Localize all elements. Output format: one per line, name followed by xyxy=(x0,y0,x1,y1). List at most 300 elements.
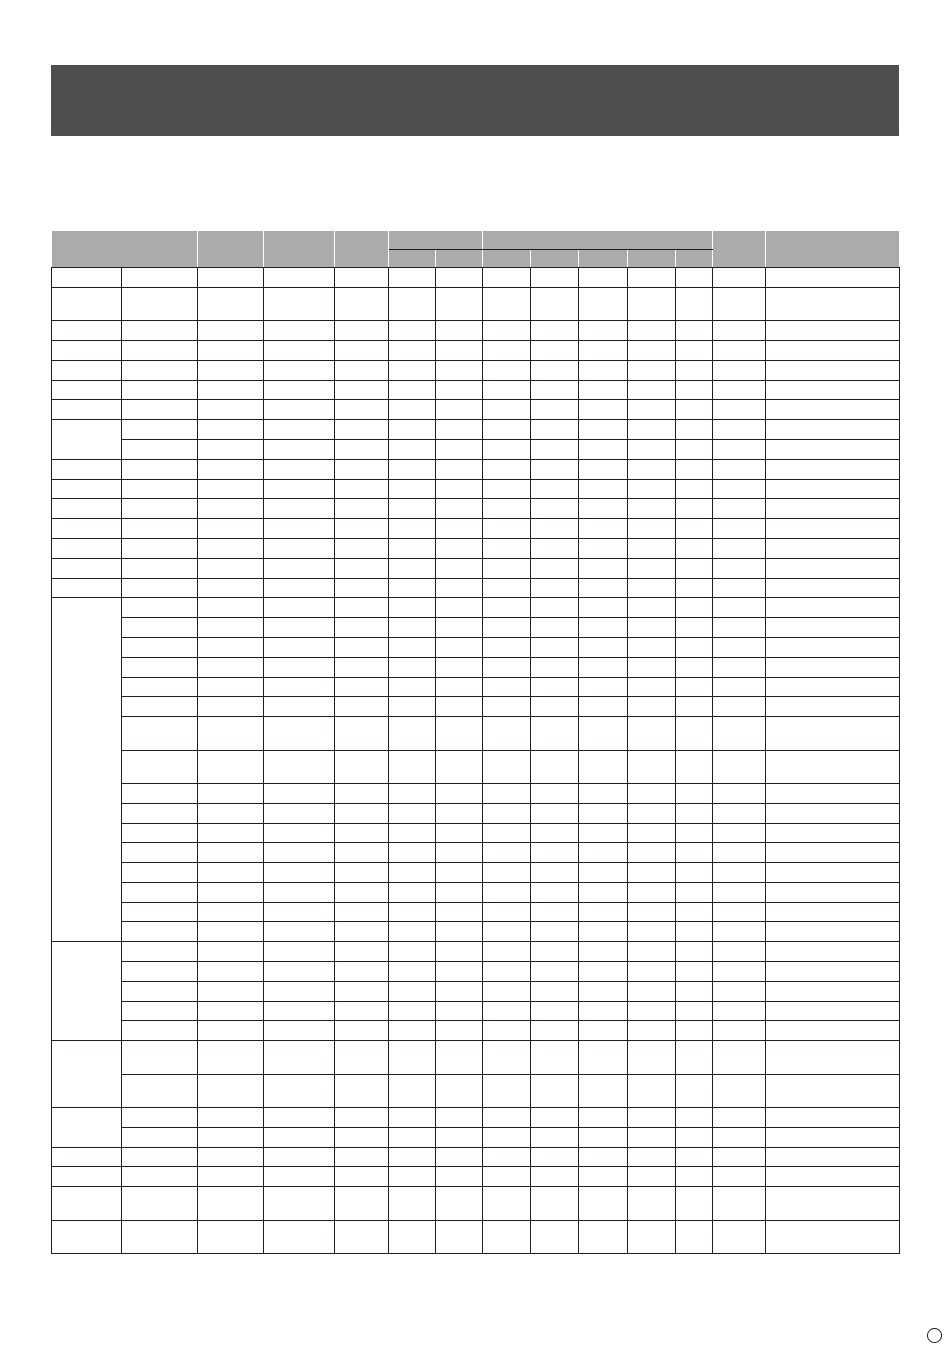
table-cell xyxy=(264,1041,335,1074)
table-row xyxy=(52,1187,900,1220)
table-cell xyxy=(531,942,579,962)
row-group-cell xyxy=(52,479,122,499)
table-cell xyxy=(389,479,436,499)
table-cell xyxy=(389,558,436,578)
table-cell xyxy=(335,823,389,843)
table-cell xyxy=(579,598,628,618)
table-cell xyxy=(766,459,900,479)
table-cell xyxy=(389,1021,436,1041)
table-cell xyxy=(676,380,713,400)
table-row xyxy=(52,1074,900,1107)
table-cell xyxy=(122,1108,198,1128)
table-cell xyxy=(579,1001,628,1021)
row-group-cell xyxy=(52,1108,122,1148)
table-cell xyxy=(531,882,579,902)
table-cell xyxy=(122,1074,198,1107)
table-cell xyxy=(579,420,628,440)
table-cell xyxy=(335,287,389,320)
table-cell xyxy=(713,321,766,341)
table-cell xyxy=(264,981,335,1001)
table-row xyxy=(52,657,900,677)
table-cell xyxy=(531,420,579,440)
table-cell xyxy=(264,499,335,519)
table-cell xyxy=(335,922,389,942)
table-cell xyxy=(628,697,676,717)
table-cell xyxy=(264,618,335,638)
table-cell xyxy=(628,538,676,558)
table-cell xyxy=(198,340,264,360)
table-cell xyxy=(389,1167,436,1187)
table-cell xyxy=(579,902,628,922)
table-cell xyxy=(389,459,436,479)
table-cell xyxy=(766,922,900,942)
table-cell xyxy=(436,637,483,657)
table-cell xyxy=(628,360,676,380)
table-cell xyxy=(436,657,483,677)
table-cell xyxy=(628,459,676,479)
table-cell xyxy=(122,1127,198,1147)
row-group-cell xyxy=(52,499,122,519)
table-cell xyxy=(389,1187,436,1220)
table-cell xyxy=(264,578,335,598)
table-cell xyxy=(389,863,436,883)
table-cell xyxy=(198,400,264,420)
table-cell xyxy=(198,1001,264,1021)
table-cell xyxy=(483,439,531,459)
table-cell xyxy=(579,538,628,558)
table-cell xyxy=(766,1167,900,1187)
table-cell xyxy=(628,439,676,459)
table-cell xyxy=(713,1220,766,1253)
table-cell xyxy=(713,717,766,750)
table-cell xyxy=(766,637,900,657)
table-cell xyxy=(531,439,579,459)
table-cell xyxy=(122,962,198,982)
table-body xyxy=(52,268,900,1254)
table-cell xyxy=(579,459,628,479)
header-subcell xyxy=(628,250,676,268)
table-cell xyxy=(676,882,713,902)
table-cell xyxy=(483,823,531,843)
table-cell xyxy=(122,922,198,942)
table-row xyxy=(52,902,900,922)
table-cell xyxy=(389,697,436,717)
table-cell xyxy=(628,717,676,750)
header-cell xyxy=(52,231,198,268)
table-cell xyxy=(483,400,531,420)
table-cell xyxy=(676,287,713,320)
table-cell xyxy=(389,340,436,360)
table-cell xyxy=(483,1074,531,1107)
table-cell xyxy=(628,803,676,823)
table-cell xyxy=(531,902,579,922)
table-cell xyxy=(483,803,531,823)
table-cell xyxy=(579,823,628,843)
table-cell xyxy=(436,677,483,697)
table-cell xyxy=(389,803,436,823)
table-cell xyxy=(483,459,531,479)
table-cell xyxy=(335,340,389,360)
table-cell xyxy=(713,618,766,638)
table-row xyxy=(52,360,900,380)
table-cell xyxy=(198,558,264,578)
table-cell xyxy=(483,1021,531,1041)
table-cell xyxy=(766,340,900,360)
table-cell xyxy=(335,1001,389,1021)
table-cell xyxy=(531,400,579,420)
table-cell xyxy=(531,863,579,883)
table-cell xyxy=(579,962,628,982)
table-cell xyxy=(264,420,335,440)
table-cell xyxy=(766,1147,900,1167)
table-cell xyxy=(335,618,389,638)
row-group-cell xyxy=(52,287,122,320)
table-cell xyxy=(436,1001,483,1021)
table-cell xyxy=(198,380,264,400)
table-cell xyxy=(628,750,676,783)
table-cell xyxy=(436,479,483,499)
table-cell xyxy=(579,677,628,697)
table-cell xyxy=(483,618,531,638)
table-cell xyxy=(628,922,676,942)
table-cell xyxy=(579,637,628,657)
table-cell xyxy=(483,499,531,519)
table-cell xyxy=(676,657,713,677)
table-cell xyxy=(389,1127,436,1147)
table-cell xyxy=(264,1220,335,1253)
table-cell xyxy=(766,1041,900,1074)
table-cell xyxy=(483,380,531,400)
table-cell xyxy=(264,400,335,420)
table-cell xyxy=(628,863,676,883)
table-cell xyxy=(436,942,483,962)
table-cell xyxy=(335,1074,389,1107)
table-cell xyxy=(483,420,531,440)
table-cell xyxy=(628,843,676,863)
table-cell xyxy=(483,287,531,320)
table-row xyxy=(52,499,900,519)
table-cell xyxy=(264,637,335,657)
table-cell xyxy=(483,863,531,883)
table-cell xyxy=(766,578,900,598)
table-cell xyxy=(676,1001,713,1021)
table-cell xyxy=(766,783,900,803)
table-cell xyxy=(766,598,900,618)
table-cell xyxy=(436,1021,483,1041)
row-group-cell xyxy=(52,558,122,578)
table-cell xyxy=(579,479,628,499)
table-cell xyxy=(628,519,676,539)
table-cell xyxy=(531,1220,579,1253)
table-cell xyxy=(436,558,483,578)
table-cell xyxy=(579,1041,628,1074)
table-cell xyxy=(766,479,900,499)
table-cell xyxy=(198,697,264,717)
table-cell xyxy=(483,1108,531,1128)
table-cell xyxy=(766,287,900,320)
table-cell xyxy=(766,677,900,697)
table-row xyxy=(52,637,900,657)
table-row xyxy=(52,1147,900,1167)
table-cell xyxy=(198,717,264,750)
table-cell xyxy=(122,823,198,843)
table-cell xyxy=(198,578,264,598)
table-cell xyxy=(676,717,713,750)
table-cell xyxy=(766,380,900,400)
table-cell xyxy=(335,1041,389,1074)
table-cell xyxy=(436,360,483,380)
table-cell xyxy=(335,499,389,519)
table-cell xyxy=(579,783,628,803)
table-cell xyxy=(628,1001,676,1021)
table-cell xyxy=(628,598,676,618)
table-cell xyxy=(483,1147,531,1167)
table-cell xyxy=(713,538,766,558)
table-cell xyxy=(713,1021,766,1041)
table-cell xyxy=(579,1167,628,1187)
table-cell xyxy=(436,519,483,539)
table-cell xyxy=(676,538,713,558)
header-subcell xyxy=(389,250,436,268)
table-cell xyxy=(389,1147,436,1167)
table-cell xyxy=(766,1127,900,1147)
table-cell xyxy=(766,657,900,677)
table-cell xyxy=(766,618,900,638)
row-group-cell xyxy=(52,538,122,558)
table-cell xyxy=(264,558,335,578)
table-cell xyxy=(122,618,198,638)
table-row xyxy=(52,268,900,288)
table-cell xyxy=(713,922,766,942)
table-row xyxy=(52,981,900,1001)
table-cell xyxy=(389,268,436,288)
table-cell xyxy=(531,843,579,863)
table-cell xyxy=(198,598,264,618)
header-cell xyxy=(264,231,335,268)
table-cell xyxy=(766,750,900,783)
table-cell xyxy=(335,717,389,750)
table-cell xyxy=(713,499,766,519)
table-cell xyxy=(483,1041,531,1074)
table-cell xyxy=(264,697,335,717)
table-cell xyxy=(628,677,676,697)
table-cell xyxy=(483,558,531,578)
table-cell xyxy=(676,439,713,459)
table-cell xyxy=(198,942,264,962)
table-row xyxy=(52,479,900,499)
table-cell xyxy=(628,400,676,420)
table-cell xyxy=(483,1187,531,1220)
table-cell xyxy=(122,1220,198,1253)
table-cell xyxy=(713,400,766,420)
row-group-cell xyxy=(52,1220,122,1253)
table-cell xyxy=(676,750,713,783)
header-subcell xyxy=(436,250,483,268)
table-cell xyxy=(122,697,198,717)
table-cell xyxy=(436,321,483,341)
table-cell xyxy=(389,902,436,922)
table-cell xyxy=(122,981,198,1001)
row-group-cell xyxy=(52,598,122,942)
table-row xyxy=(52,823,900,843)
table-cell xyxy=(122,287,198,320)
table-cell xyxy=(122,598,198,618)
table-cell xyxy=(713,439,766,459)
table-cell xyxy=(122,803,198,823)
table-cell xyxy=(676,677,713,697)
table-cell xyxy=(335,400,389,420)
table-cell xyxy=(198,882,264,902)
table-cell xyxy=(198,823,264,843)
table-cell xyxy=(676,578,713,598)
table-cell xyxy=(264,268,335,288)
table-row xyxy=(52,598,900,618)
table-cell xyxy=(531,783,579,803)
table-cell xyxy=(579,321,628,341)
table-cell xyxy=(198,499,264,519)
table-cell xyxy=(766,843,900,863)
table-cell xyxy=(389,360,436,380)
table-cell xyxy=(335,538,389,558)
table-cell xyxy=(766,420,900,440)
table-cell xyxy=(628,1167,676,1187)
table-cell xyxy=(335,519,389,539)
table-cell xyxy=(483,321,531,341)
table-cell xyxy=(198,863,264,883)
table-cell xyxy=(531,677,579,697)
table-cell xyxy=(122,657,198,677)
table-cell xyxy=(713,750,766,783)
table-cell xyxy=(483,750,531,783)
table-cell xyxy=(335,1127,389,1147)
table-cell xyxy=(766,942,900,962)
row-group-cell xyxy=(52,1147,122,1167)
table-cell xyxy=(483,677,531,697)
table-cell xyxy=(713,1001,766,1021)
table-cell xyxy=(483,962,531,982)
table-cell xyxy=(766,1108,900,1128)
header-subcell xyxy=(531,250,579,268)
table-header xyxy=(52,231,900,268)
table-cell xyxy=(198,677,264,697)
table-cell xyxy=(628,340,676,360)
table-cell xyxy=(628,637,676,657)
table-cell xyxy=(264,882,335,902)
table-cell xyxy=(122,1041,198,1074)
table-cell xyxy=(676,803,713,823)
row-group-cell xyxy=(52,1167,122,1187)
table-cell xyxy=(676,922,713,942)
table-cell xyxy=(676,268,713,288)
table-row xyxy=(52,922,900,942)
table-cell xyxy=(713,942,766,962)
table-cell xyxy=(389,677,436,697)
table-cell xyxy=(436,697,483,717)
table-cell xyxy=(676,618,713,638)
table-cell xyxy=(264,360,335,380)
table-cell xyxy=(531,922,579,942)
table-cell xyxy=(483,637,531,657)
table-cell xyxy=(483,1001,531,1021)
table-cell xyxy=(676,863,713,883)
table-row xyxy=(52,618,900,638)
table-cell xyxy=(436,400,483,420)
table-cell xyxy=(264,1021,335,1041)
table-cell xyxy=(264,321,335,341)
table-cell xyxy=(531,618,579,638)
table-cell xyxy=(122,538,198,558)
table-cell xyxy=(483,902,531,922)
table-cell xyxy=(628,499,676,519)
table-cell xyxy=(531,558,579,578)
table-cell xyxy=(483,942,531,962)
table-cell xyxy=(766,902,900,922)
table-cell xyxy=(531,479,579,499)
table-cell xyxy=(713,962,766,982)
row-group-cell xyxy=(52,268,122,288)
table-cell xyxy=(579,519,628,539)
table-cell xyxy=(628,1127,676,1147)
table-cell xyxy=(483,538,531,558)
table-cell xyxy=(436,717,483,750)
table-cell xyxy=(264,803,335,823)
table-cell xyxy=(264,538,335,558)
table-cell xyxy=(122,268,198,288)
table-cell xyxy=(579,499,628,519)
table-cell xyxy=(713,459,766,479)
table-cell xyxy=(628,479,676,499)
table-row xyxy=(52,340,900,360)
table-cell xyxy=(389,578,436,598)
table-cell xyxy=(628,942,676,962)
table-cell xyxy=(579,942,628,962)
table-cell xyxy=(122,783,198,803)
table-cell xyxy=(628,1220,676,1253)
table-cell xyxy=(436,499,483,519)
table-cell xyxy=(264,1074,335,1107)
table-cell xyxy=(122,420,198,440)
table-cell xyxy=(264,519,335,539)
table-cell xyxy=(198,803,264,823)
table-cell xyxy=(676,1187,713,1220)
table-cell xyxy=(436,459,483,479)
table-cell xyxy=(436,598,483,618)
table-cell xyxy=(389,380,436,400)
table-cell xyxy=(676,697,713,717)
table-cell xyxy=(264,863,335,883)
table-cell xyxy=(264,750,335,783)
table-cell xyxy=(335,1147,389,1167)
table-cell xyxy=(531,1147,579,1167)
table-cell xyxy=(335,1220,389,1253)
table-cell xyxy=(531,340,579,360)
table-row xyxy=(52,882,900,902)
table-cell xyxy=(122,1147,198,1167)
table-cell xyxy=(628,783,676,803)
table-cell xyxy=(335,1108,389,1128)
table-cell xyxy=(676,962,713,982)
table-cell xyxy=(335,321,389,341)
table-cell xyxy=(198,1147,264,1167)
table-cell xyxy=(264,1167,335,1187)
table-cell xyxy=(713,677,766,697)
page-number-circle xyxy=(927,1328,942,1343)
table-cell xyxy=(628,558,676,578)
table-cell xyxy=(713,1187,766,1220)
table-row xyxy=(52,717,900,750)
table-cell xyxy=(713,268,766,288)
table-cell xyxy=(676,843,713,863)
